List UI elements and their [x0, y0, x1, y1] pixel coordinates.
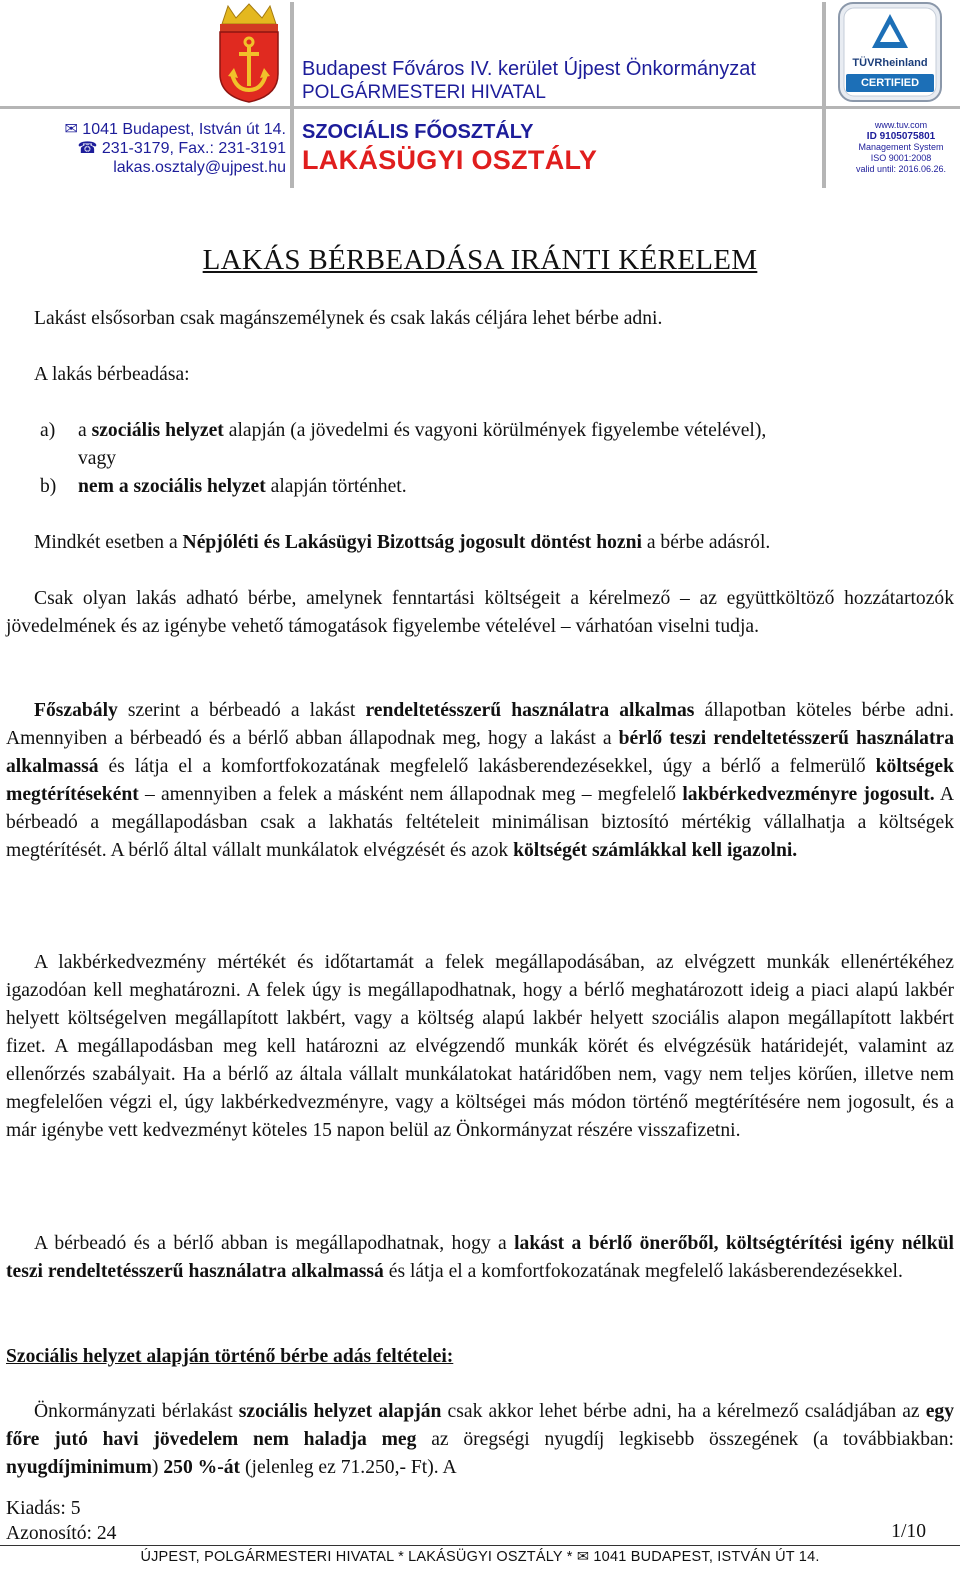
envelope-icon: ✉: [576, 1549, 590, 1565]
footer-address: ÚJPEST, POLGÁRMESTERI HIVATAL * LAKÁSÜGYI OSZTÁLY * ✉ 1041 BUDAPEST, ISTVÁN ÚT 14.: [140, 1549, 820, 1565]
letterhead: [0, 0, 960, 190]
cert-id: ID 9105075801: [866, 131, 936, 142]
department-name: SZOCIÁLIS FŐOSZTÁLY: [302, 121, 534, 143]
paragraph-rent-discount: A lakbérkedvezmény mértékét és időtartamát a felek megállapodásában, az elvégzett munkák ellenértékéhez igazodóan kell meghatározni. A felek úgy is megállapodhatnak, hogy a bérlő meghatározott ideig a piaci alapú lakbér helyett költségelven megállapított lakbért, vagy a költség alapú lakbér helyett szociális alapon megállapított lakbért fizet. A megállapodásban meg kell határozni az elvégzendő munkák körét és elvégzésük határidejét, valamint az ellenőrzés szabályait. Ha a bérlő az általa vállalt munkálatokat határidőben nem, vagy nem teljes körűen, illetve nem megfelelően végzi el, úgy lakbérkedvezményre, vagy a költségei más módon történő megtérítésére nem jogosult, és a már igénybe vett kedvezményt köteles 15 napon belül az Önkormányzat részére visszafizetni.: [6, 952, 954, 1141]
paragraph-costs: Csak olyan lakás adható bérbe, amelynek fenntartási költségeit a kérelmező – az együttköltöző hozzátartozók jövedelmének és az igénybe vehető támogatások figyelembe vételével – várhatóan viselni tudja.: [6, 588, 954, 637]
document-identifier: Azonosító: 24: [6, 1523, 117, 1544]
address-line: ✉ 1041 Budapest, István út 14.: [64, 121, 286, 138]
phone-icon: ☎: [77, 140, 98, 157]
cert-details: [846, 120, 956, 175]
cert-url: www.tuv.com: [874, 120, 928, 130]
coat-of-arms-icon: [214, 2, 284, 104]
header-rule-middle: [294, 106, 822, 109]
footer-meta: [6, 1496, 116, 1546]
cert-iso: ISO 9001:2008: [870, 153, 932, 163]
paragraph-main-rule: Főszabály szerint a bérbeadó a lakást rendeltetésszerű használatra alkalmas állapotban köteles bérbe adni. Amennyiben a bérbeadó és a bérlő abban állapodnak meg, hogy a lakást a bérlő teszi rendeltetésszerű használatra alkalmassá és látja el a komfortfokozatának megfelelő lakásberendezésekkel, úgy a bérlő a felmerülő költségek megtérítéseként – amennyiben a felek a másként nem állapodnak meg – megfelelő lakbérkedvezményre jogosult. A bérbeadó a megállapodásban csak a lakhatás feltételeit minimálisan biztosító mértékig vállalhatja a költségek megtérítését. A bérlő által vállalt munkálatok elvégzését és azok költségét számlákkal kell igazolni.: [6, 700, 955, 861]
section-heading: Szociális helyzet alapján történő bérbe adás feltételei:: [6, 1346, 454, 1367]
document-title: LAKÁS BÉRBEADÁSA IRÁNTI KÉRELEM: [202, 244, 758, 276]
list-item-a: a szociális helyzet alapján (a jövedelmi és vagyoni körülmények figyelembe vételével), vagy: [78, 420, 767, 469]
footer-rule: [0, 1545, 960, 1546]
header-divider-left: [290, 2, 294, 188]
header-rule-left: [0, 106, 290, 109]
paragraph-social-conditions: Önkormányzati bérlakást szociális helyzet alapján csak akkor lehet bérbe adni, ha a kérelmező családjában az egy főre jutó havi jövedelem nem haladja meg az öregségi nyugdíj legkisebb összegének (a továbbiakban: nyugdíjminimum) 250 %-át (jelenleg ez 71.250,- Ft). A: [6, 1401, 955, 1478]
org-office: POLGÁRMESTERI HIVATAL: [302, 82, 546, 103]
list-marker-a: a): [40, 420, 56, 441]
paragraph-lead: A lakás bérbeadása:: [34, 364, 190, 385]
paragraph-committee: Mindkét esetben a Népjóléti és Lakásügyi Bizottság jogosult döntést hozni a bérbe adásról.: [34, 532, 771, 553]
cert-valid: valid until: 2016.06.26.: [855, 164, 947, 174]
paragraph-intro: Lakást elsősorban csak magánszemélynek és csak lakás céljára lehet bérbe adni.: [34, 308, 663, 329]
envelope-icon: ✉: [64, 121, 78, 138]
cert-status: CERTIFIED: [860, 77, 920, 89]
cert-brand: TÜVRheinland: [852, 57, 928, 69]
list-marker-b: b): [40, 476, 57, 497]
list-item-b: nem a szociális helyzet alapján történhet.: [78, 476, 407, 497]
contact-block: [0, 120, 286, 177]
phone-line: ☎ 231-3179, Fax.: 231-3191: [77, 140, 286, 157]
page-number: 1/10: [891, 1521, 926, 1542]
email-link[interactable]: lakas.osztaly@ujpest.hu: [113, 159, 286, 176]
header-rule-right: [826, 106, 960, 109]
paragraph-own-resources: A bérbeadó és a bérlő abban is megállapodhatnak, hogy a lakást a bérlő önerőből, költségtérítési igény nélkül teszi rendeltetésszerű használatra alkalmassá és látja el a komfortfokozatának megfelelő lakásberendezésekkel.: [6, 1233, 954, 1282]
cert-system: Management System: [858, 142, 944, 152]
issue-number: Kiadás: 5: [6, 1498, 81, 1519]
org-name: Budapest Főváros IV. kerület Újpest Önkormányzat: [302, 58, 756, 80]
header-divider-right: [822, 2, 826, 188]
tuv-certificate-icon: [838, 2, 942, 102]
unit-name: LAKÁSÜGYI OSZTÁLY: [302, 145, 598, 175]
